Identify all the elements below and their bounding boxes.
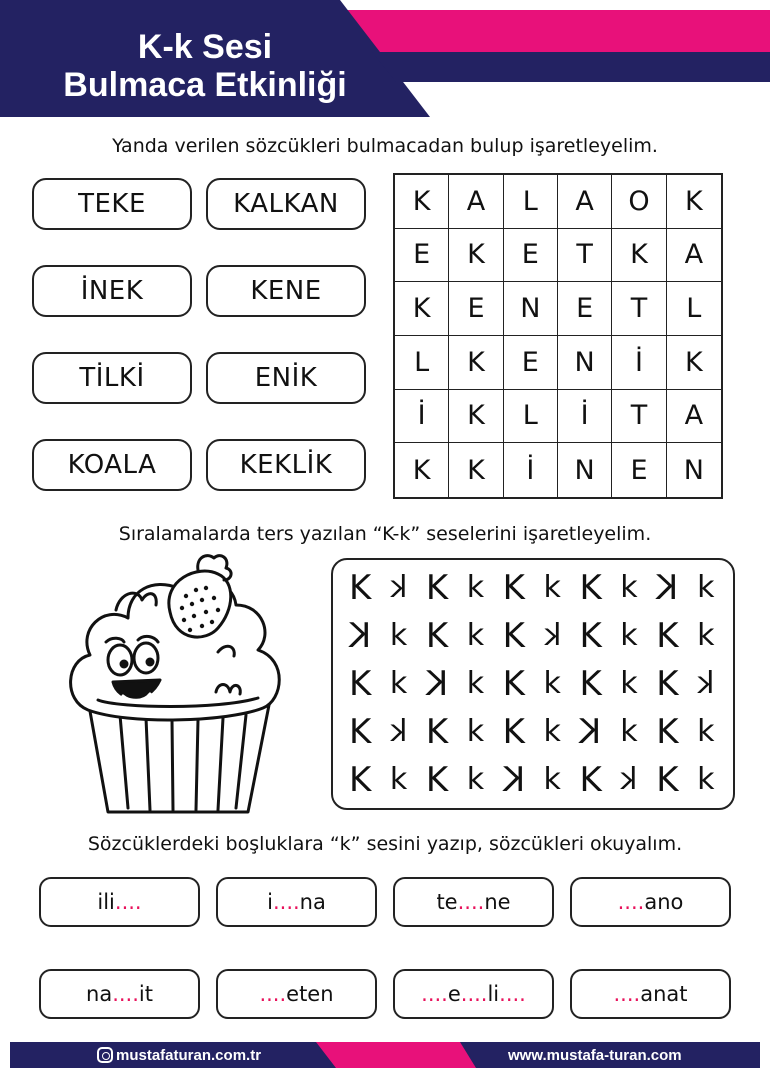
page-title-line1: K-k Sesi [137, 28, 273, 66]
word-box: KALKAN [206, 178, 366, 230]
reversed-letter[interactable]: K [579, 712, 602, 752]
letter[interactable]: k [697, 762, 715, 797]
fill-word-box [393, 877, 554, 927]
letter[interactable]: k [620, 618, 638, 653]
letter[interactable]: k [620, 570, 638, 605]
word-search-grid [393, 173, 723, 499]
instagram-icon [97, 1047, 113, 1063]
grid-cell[interactable]: L [504, 175, 558, 229]
word-box: KENE [206, 265, 366, 317]
word-box: KOALA [32, 439, 192, 491]
blank-dots: .... [114, 890, 142, 914]
blank-dots: .... [272, 890, 300, 914]
grid-cell[interactable]: A [449, 175, 503, 229]
letter[interactable]: k [466, 714, 485, 749]
letter[interactable]: k [697, 714, 715, 749]
grid-cell[interactable]: K [449, 390, 503, 444]
instruction-fill-blanks: Sözcüklerdeki boşluklara “k” sesini yazıp, sözcükleri okuyalım. [87, 833, 683, 855]
fill-word-box [393, 969, 554, 1019]
grid-cell[interactable]: E [449, 282, 503, 336]
letter[interactable]: k [389, 618, 408, 653]
grid-cell[interactable]: K [667, 175, 721, 229]
cupcake-illustration [58, 550, 298, 820]
word-fragment: te [436, 890, 458, 914]
word-fragment: li [487, 982, 500, 1006]
grid-cell[interactable]: A [667, 229, 721, 283]
grid-cell[interactable]: İ [558, 390, 612, 444]
reversed-letter[interactable]: K [349, 616, 372, 656]
letter[interactable]: K [579, 568, 602, 608]
letter[interactable]: K [502, 568, 525, 608]
grid-cell[interactable]: T [612, 390, 666, 444]
letter[interactable]: K [349, 568, 372, 608]
grid-cell[interactable]: K [395, 282, 449, 336]
letter[interactable]: k [697, 618, 715, 653]
grid-cell[interactable]: N [683, 454, 704, 486]
fill-word-box [39, 969, 200, 1019]
letter[interactable]: K [656, 712, 679, 752]
grid-cell[interactable]: N [558, 336, 612, 390]
reversed-letter[interactable]: k [543, 618, 561, 653]
grid-cell[interactable]: L [395, 336, 449, 390]
grid-cell[interactable]: İ [504, 443, 558, 497]
blank-dots: .... [421, 982, 448, 1006]
letter[interactable]: k [466, 762, 485, 797]
grid-cell[interactable]: O [612, 175, 666, 229]
instruction-find-words: Yanda verilen sözcükleri bulmacadan bulup işaretleyelim. [112, 135, 658, 157]
fill-word-box [216, 877, 377, 927]
letter[interactable]: k [543, 714, 561, 749]
word-fragment: ne [484, 890, 511, 914]
letter[interactable]: k [620, 666, 638, 701]
reversed-letter[interactable]: k [389, 714, 408, 749]
reversed-letter[interactable]: K [425, 664, 449, 704]
grid-cell[interactable]: N [504, 282, 558, 336]
grid-cell[interactable]: E [504, 336, 558, 390]
reversed-letter[interactable]: k [697, 666, 715, 701]
header-banner [0, 0, 770, 122]
word-fragment: it [138, 982, 153, 1006]
word-fragment: e [447, 982, 461, 1006]
grid-cell[interactable]: K [449, 229, 503, 283]
letter[interactable]: K [656, 616, 679, 656]
letter[interactable]: K [349, 712, 372, 752]
letter[interactable]: K [502, 664, 525, 704]
grid-cell[interactable]: N [558, 443, 612, 497]
footer-instagram-text: mustafaturan.com.tr [116, 1046, 262, 1064]
blank-dots: .... [617, 890, 645, 914]
letter[interactable]: K [579, 664, 602, 704]
reversed-letter[interactable]: K [656, 568, 679, 608]
grid-cell[interactable]: K [449, 443, 503, 497]
letter[interactable]: k [466, 570, 485, 605]
grid-cell[interactable]: T [612, 282, 666, 336]
reversed-letter[interactable]: k [389, 570, 408, 605]
word-box: ENİK [206, 352, 366, 404]
word-fragment: eten [286, 982, 334, 1006]
letter[interactable]: k [389, 666, 408, 701]
blank-dots: .... [499, 982, 526, 1006]
grid-cell[interactable]: K [395, 175, 449, 229]
footer-website[interactable]: www.mustafa-turan.com [508, 1046, 682, 1064]
letter[interactable]: K [656, 664, 679, 704]
letter[interactable]: k [466, 666, 485, 701]
reversed-letter[interactable]: K [502, 760, 525, 800]
letter[interactable]: K [502, 712, 525, 752]
grid-cell[interactable]: K [449, 336, 503, 390]
grid-cell[interactable]: E [558, 282, 612, 336]
letter[interactable]: k [697, 570, 715, 605]
blank-dots: .... [457, 890, 485, 914]
word-box: TEKE [32, 178, 192, 230]
letter[interactable]: K [425, 616, 449, 656]
grid-cell[interactable]: L [667, 282, 721, 336]
blank-dots: .... [460, 982, 488, 1006]
word-fragment: anat [640, 982, 688, 1006]
letter[interactable]: K [349, 760, 372, 800]
grid-cell[interactable]: E [504, 229, 558, 283]
word-box: TİLKİ [32, 352, 192, 404]
letter[interactable]: K [425, 760, 449, 800]
letter[interactable]: K [579, 760, 602, 800]
grid-cell[interactable]: E [612, 443, 666, 497]
letter[interactable]: K [579, 616, 602, 656]
grid-cell[interactable]: İ [395, 390, 449, 444]
fill-word-box [216, 969, 377, 1019]
word-fragment: i [267, 890, 273, 914]
letter[interactable]: K [425, 712, 449, 752]
word-box: İNEK [32, 265, 192, 317]
grid-cell[interactable]: K [395, 443, 449, 497]
word-fragment: ili [97, 890, 115, 914]
blank-dots: .... [259, 982, 287, 1006]
letter[interactable]: K [349, 664, 372, 704]
letter[interactable]: K [502, 616, 525, 656]
reversed-letter[interactable]: k [620, 762, 638, 797]
page-title [40, 28, 370, 104]
grid-cell[interactable]: T [558, 229, 612, 283]
grid-cell[interactable]: İ [612, 336, 666, 390]
word-box: KEKLİK [206, 439, 366, 491]
letter[interactable]: k [543, 762, 561, 797]
grid-cell[interactable]: L [504, 390, 558, 444]
letter-sequence-grid [331, 558, 735, 810]
fill-word-box [570, 969, 731, 1019]
word-fragment: na [86, 982, 113, 1006]
blank-dots: .... [112, 982, 139, 1006]
letter[interactable]: k [466, 618, 485, 653]
word-fragment: ano [644, 890, 684, 914]
letter[interactable]: K [425, 568, 449, 608]
grid-cell[interactable]: A [558, 175, 612, 229]
footer-instagram[interactable] [97, 1042, 261, 1068]
blank-dots: .... [613, 982, 641, 1006]
letter[interactable]: k [543, 570, 561, 605]
grid-cell[interactable]: E [395, 229, 449, 283]
fill-word-box [570, 877, 731, 927]
grid-cell[interactable]: A [667, 390, 721, 444]
letter[interactable]: k [543, 666, 561, 701]
instruction-mark-reversed: Sıralamalarda ters yazılan “K-k” seselerini işaretleyelim. [118, 523, 652, 545]
grid-cell[interactable]: K [667, 336, 721, 390]
letter[interactable]: K [656, 760, 679, 800]
grid-cell[interactable]: K [612, 229, 666, 283]
word-fragment: na [299, 890, 326, 914]
letter[interactable]: k [620, 714, 638, 749]
letter[interactable]: k [389, 762, 408, 797]
fill-word-box [39, 877, 200, 927]
page-title-line2: Bulmaca Etkinliği [63, 66, 347, 104]
